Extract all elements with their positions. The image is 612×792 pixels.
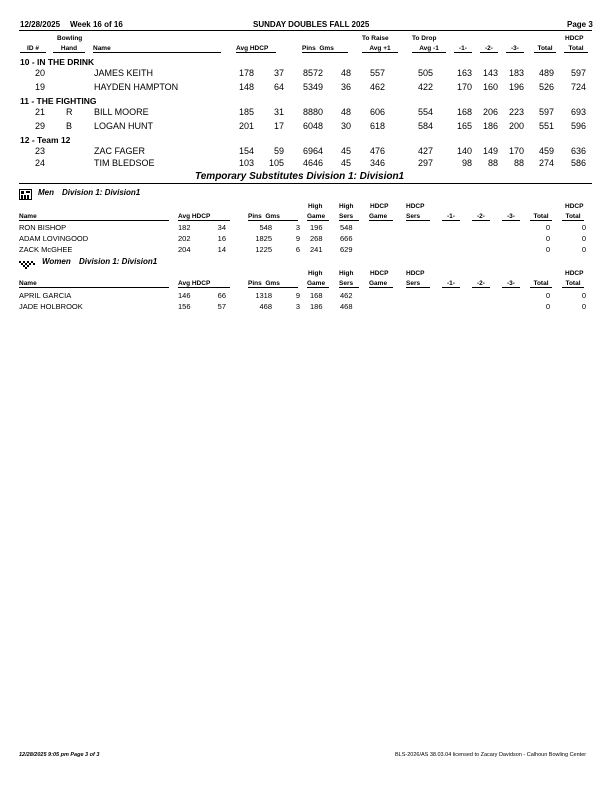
sub2-col-pins: Pins bbox=[248, 280, 262, 287]
sub2-col-total: Total bbox=[530, 280, 552, 288]
sub-avg: 146 bbox=[178, 291, 191, 300]
player-pins: 8572 bbox=[303, 68, 324, 78]
sub2-col-pins-gms bbox=[248, 280, 298, 288]
player-hdcp: 17 bbox=[273, 121, 284, 131]
sub-col-avg: Avg bbox=[178, 213, 191, 220]
player-hdcp: 31 bbox=[273, 107, 284, 117]
col-pins-gms bbox=[302, 45, 348, 53]
sub-col-high-game-top: High bbox=[308, 203, 323, 210]
sub-total: 0 bbox=[545, 234, 550, 243]
player-to-drop: 422 bbox=[418, 82, 434, 92]
player-game3: 183 bbox=[508, 68, 524, 78]
col-gms: Gms bbox=[319, 45, 334, 52]
sub-avg: 202 bbox=[178, 234, 191, 243]
sub-total: 0 bbox=[545, 302, 550, 311]
player-game1: 98 bbox=[461, 158, 472, 168]
sub2-col-game: Game bbox=[307, 280, 329, 288]
men-icon bbox=[19, 187, 32, 205]
substitutes-rule bbox=[19, 183, 592, 184]
player-id: 24 bbox=[35, 158, 46, 168]
player-total: 526 bbox=[538, 82, 554, 92]
sub-col-hdcp-sers-top: HDCP bbox=[406, 203, 425, 210]
sub-name: JADE HOLBROOK bbox=[19, 302, 83, 311]
men-division: Division 1: Division1 bbox=[62, 188, 141, 197]
player-id: 20 bbox=[35, 68, 46, 78]
player-name: BILL MOORE bbox=[94, 107, 149, 117]
col-total: Total bbox=[534, 45, 556, 53]
player-pins: 4646 bbox=[303, 158, 324, 168]
sub-col-hdcp-total: Total bbox=[562, 213, 584, 221]
player-to-drop: 584 bbox=[418, 121, 434, 131]
player-to-drop: 554 bbox=[418, 107, 434, 117]
sub-col-hdcp-total-top: HDCP bbox=[565, 203, 584, 210]
player-total: 459 bbox=[538, 146, 554, 156]
player-hdcp-total: 586 bbox=[570, 158, 586, 168]
player-avg: 201 bbox=[238, 121, 254, 131]
player-hdcp-total: 597 bbox=[570, 68, 586, 78]
sub-col-pins-gms bbox=[248, 213, 298, 221]
sub-hdcp: 16 bbox=[217, 234, 226, 243]
sub-gms: 9 bbox=[295, 234, 300, 243]
player-game3: 200 bbox=[508, 121, 524, 131]
col-pins: Pins bbox=[302, 45, 316, 52]
col-bowling: Bowling bbox=[57, 35, 83, 42]
sub-hdcp: 34 bbox=[217, 223, 226, 232]
player-game1: 163 bbox=[456, 68, 472, 78]
sub-high-game: 268 bbox=[310, 234, 323, 243]
sub2-col-hdcp-sers-top: HDCP bbox=[406, 270, 425, 277]
player-hdcp-total: 636 bbox=[570, 146, 586, 156]
substitutes-title: Temporary Substitutes Division 1: Division1 bbox=[195, 171, 405, 182]
col-avg-hdcp bbox=[236, 45, 276, 53]
player-id: 29 bbox=[35, 121, 46, 131]
player-hdcp-total: 596 bbox=[570, 121, 586, 131]
sub-pins: 468 bbox=[259, 302, 272, 311]
col-id: ID # bbox=[20, 45, 46, 53]
team-name: 11 - THE FIGHTING bbox=[20, 96, 97, 106]
sub-high-sers: 462 bbox=[340, 291, 353, 300]
sub-gms: 6 bbox=[295, 245, 300, 254]
sub-high-sers: 666 bbox=[340, 234, 353, 243]
player-gms: 45 bbox=[341, 158, 352, 168]
player-gms: 45 bbox=[341, 146, 352, 156]
sub2-col-avg-hdcp bbox=[178, 280, 230, 288]
player-avg: 185 bbox=[238, 107, 254, 117]
sub-hdcp-total: 0 bbox=[581, 245, 586, 254]
col-game1: -1- bbox=[454, 45, 472, 53]
sub-high-game: 241 bbox=[310, 245, 323, 254]
player-hdcp: 64 bbox=[273, 82, 284, 92]
sub-hdcp-total: 0 bbox=[581, 223, 586, 232]
player-pins: 5349 bbox=[303, 82, 324, 92]
page-number: Page 3 bbox=[567, 20, 593, 29]
player-hdcp-total: 693 bbox=[570, 107, 586, 117]
sub-pins: 1825 bbox=[255, 234, 272, 243]
player-hand: B bbox=[66, 121, 73, 131]
sub-gms: 3 bbox=[295, 223, 300, 232]
player-gms: 48 bbox=[341, 68, 352, 78]
player-id: 23 bbox=[35, 146, 46, 156]
player-game3: 223 bbox=[508, 107, 524, 117]
player-hdcp: 105 bbox=[268, 158, 284, 168]
sub-pins: 1318 bbox=[255, 291, 272, 300]
sub-col-hdcp-game-top: HDCP bbox=[370, 203, 389, 210]
sub2-col-hdcp-game: Game bbox=[369, 280, 393, 288]
report-date: 12/28/2025 bbox=[20, 20, 61, 29]
sub-high-game: 186 bbox=[310, 302, 323, 311]
player-game2: 160 bbox=[482, 82, 498, 92]
col-avg-plus1: Avg +1 bbox=[362, 45, 398, 53]
sub-hdcp: 66 bbox=[217, 291, 226, 300]
sub-col-game: Game bbox=[307, 213, 329, 221]
sub-col-hdcp: HDCP bbox=[191, 213, 211, 220]
player-gms: 48 bbox=[341, 107, 352, 117]
player-to-drop: 297 bbox=[418, 158, 434, 168]
player-avg: 148 bbox=[238, 82, 254, 92]
sub-col-hdcp-sers: Sers bbox=[406, 213, 430, 221]
player-to-drop: 427 bbox=[418, 146, 434, 156]
sub-col-hdcp-game: Game bbox=[369, 213, 393, 221]
sub-high-sers: 548 bbox=[340, 223, 353, 232]
sub-hdcp: 57 bbox=[217, 302, 226, 311]
player-hdcp: 37 bbox=[273, 68, 284, 78]
player-to-raise: 346 bbox=[370, 158, 386, 168]
sub-high-game: 196 bbox=[310, 223, 323, 232]
sub-high-sers: 468 bbox=[340, 302, 353, 311]
sub2-col-game2: -2- bbox=[472, 280, 490, 288]
player-pins: 8880 bbox=[303, 107, 324, 117]
player-to-raise: 462 bbox=[370, 82, 386, 92]
footer-printed: 12/28/2025 9:05 pm Page 3 of 3 bbox=[19, 752, 100, 758]
player-hdcp: 59 bbox=[273, 146, 284, 156]
player-gms: 36 bbox=[341, 82, 352, 92]
player-avg: 178 bbox=[238, 68, 254, 78]
col-game3: -3- bbox=[506, 45, 524, 53]
col-avg-minus1: Avg -1 bbox=[412, 45, 446, 53]
sub-avg: 156 bbox=[178, 302, 191, 311]
player-total: 489 bbox=[538, 68, 554, 78]
col-avg: Avg bbox=[236, 45, 249, 52]
col-to-raise: To Raise bbox=[362, 35, 389, 42]
player-game2: 206 bbox=[482, 107, 498, 117]
team-name: 12 - Team 12 bbox=[20, 135, 71, 145]
player-game1: 140 bbox=[456, 146, 472, 156]
sub-col-game2: -2- bbox=[472, 213, 490, 221]
col-hand: Hand bbox=[53, 45, 85, 53]
men-label: Men bbox=[38, 188, 54, 197]
player-hand: R bbox=[66, 107, 73, 117]
sub2-col-avg: Avg bbox=[178, 280, 191, 287]
sub2-col-high-sers-top: High bbox=[339, 270, 354, 277]
player-to-raise: 557 bbox=[370, 68, 386, 78]
sub-col-game3: -3- bbox=[502, 213, 520, 221]
sub2-col-hdcp-total: Total bbox=[562, 280, 584, 288]
league-title: SUNDAY DOUBLES FALL 2025 bbox=[253, 20, 370, 29]
player-id: 21 bbox=[35, 107, 46, 117]
player-game1: 168 bbox=[456, 107, 472, 117]
player-pins: 6048 bbox=[303, 121, 324, 131]
player-avg: 103 bbox=[238, 158, 254, 168]
col-hdcp-total: Total bbox=[564, 45, 588, 53]
sub-gms: 3 bbox=[295, 302, 300, 311]
player-name: HAYDEN HAMPTON bbox=[94, 82, 179, 92]
sub2-col-sers: Sers bbox=[339, 280, 359, 288]
sub-avg: 204 bbox=[178, 245, 191, 254]
player-id: 19 bbox=[35, 82, 46, 92]
player-to-raise: 618 bbox=[370, 121, 386, 131]
week-label: Week 16 of 16 bbox=[70, 20, 123, 29]
sub-col-total: Total bbox=[530, 213, 552, 221]
team-name: 10 - IN THE DRINK bbox=[20, 57, 95, 67]
player-total: 597 bbox=[538, 107, 554, 117]
player-game1: 165 bbox=[456, 121, 472, 131]
sub2-col-game1: -1- bbox=[442, 280, 460, 288]
sub-col-name: Name bbox=[19, 213, 169, 221]
sub-col-gms: Gms bbox=[265, 213, 280, 220]
women-division: Division 1: Division1 bbox=[79, 257, 158, 266]
player-to-raise: 606 bbox=[370, 107, 386, 117]
header-rule bbox=[19, 30, 592, 31]
player-game3: 88 bbox=[513, 158, 524, 168]
player-name: TIM BLEDSOE bbox=[94, 158, 155, 168]
sub2-col-name: Name bbox=[19, 280, 169, 288]
player-game2: 186 bbox=[482, 121, 498, 131]
women-icon bbox=[19, 256, 35, 274]
player-hdcp-total: 724 bbox=[570, 82, 586, 92]
player-name: ZAC FAGER bbox=[94, 146, 146, 156]
player-game2: 143 bbox=[482, 68, 498, 78]
col-name: Name bbox=[93, 45, 221, 53]
player-game3: 196 bbox=[508, 82, 524, 92]
sub-pins: 548 bbox=[259, 223, 272, 232]
sub-col-sers: Sers bbox=[339, 213, 359, 221]
sub-pins: 1225 bbox=[255, 245, 272, 254]
player-avg: 154 bbox=[238, 146, 254, 156]
sub-name: ADAM LOVINGOOD bbox=[19, 234, 89, 243]
sub-avg: 182 bbox=[178, 223, 191, 232]
sub-name: RON BISHOP bbox=[19, 223, 67, 232]
sub-col-high-sers-top: High bbox=[339, 203, 354, 210]
player-game2: 88 bbox=[487, 158, 498, 168]
player-pins: 6964 bbox=[303, 146, 324, 156]
sub2-col-hdcp-total-top: HDCP bbox=[565, 270, 584, 277]
footer-license: BLS-2026/AS 38.03.04 licensed to Zacary Davidson - Calhoun Bowling Center bbox=[395, 752, 587, 758]
sub2-col-gms: Gms bbox=[265, 280, 280, 287]
player-game1: 170 bbox=[456, 82, 472, 92]
women-label: Women bbox=[42, 257, 71, 266]
sub2-col-hdcp: HDCP bbox=[191, 280, 211, 287]
player-name: JAMES KEITH bbox=[94, 68, 154, 78]
sub-name: ZACK McGHEE bbox=[19, 245, 73, 254]
sub-name: APRIL GARCIA bbox=[19, 291, 72, 300]
col-game2: -2- bbox=[480, 45, 498, 53]
col-to-drop: To Drop bbox=[412, 35, 437, 42]
sub2-col-high-game-top: High bbox=[308, 270, 323, 277]
sub2-col-hdcp-game-top: HDCP bbox=[370, 270, 389, 277]
sub2-col-game3: -3- bbox=[502, 280, 520, 288]
sub-hdcp-total: 0 bbox=[581, 302, 586, 311]
sub-hdcp-total: 0 bbox=[581, 234, 586, 243]
sub2-col-hdcp-sers: Sers bbox=[406, 280, 430, 288]
player-total: 274 bbox=[538, 158, 554, 168]
sub-high-game: 168 bbox=[310, 291, 323, 300]
sub-total: 0 bbox=[545, 245, 550, 254]
player-game2: 149 bbox=[482, 146, 498, 156]
sub-high-sers: 629 bbox=[340, 245, 353, 254]
player-to-drop: 505 bbox=[418, 68, 434, 78]
player-name: LOGAN HUNT bbox=[94, 121, 154, 131]
sub-gms: 9 bbox=[295, 291, 300, 300]
player-game3: 170 bbox=[508, 146, 524, 156]
player-gms: 30 bbox=[341, 121, 352, 131]
sub-hdcp-total: 0 bbox=[581, 291, 586, 300]
player-to-raise: 476 bbox=[370, 146, 386, 156]
player-total: 551 bbox=[538, 121, 554, 131]
sub-col-pins: Pins bbox=[248, 213, 262, 220]
col-hdcp: HDCP bbox=[249, 45, 269, 52]
sub-total: 0 bbox=[545, 223, 550, 232]
col-hdcp-top: HDCP bbox=[565, 35, 584, 42]
sub-total: 0 bbox=[545, 291, 550, 300]
sub-col-avg-hdcp bbox=[178, 213, 230, 221]
sub-hdcp: 14 bbox=[217, 245, 226, 254]
sub-col-game1: -1- bbox=[442, 213, 460, 221]
